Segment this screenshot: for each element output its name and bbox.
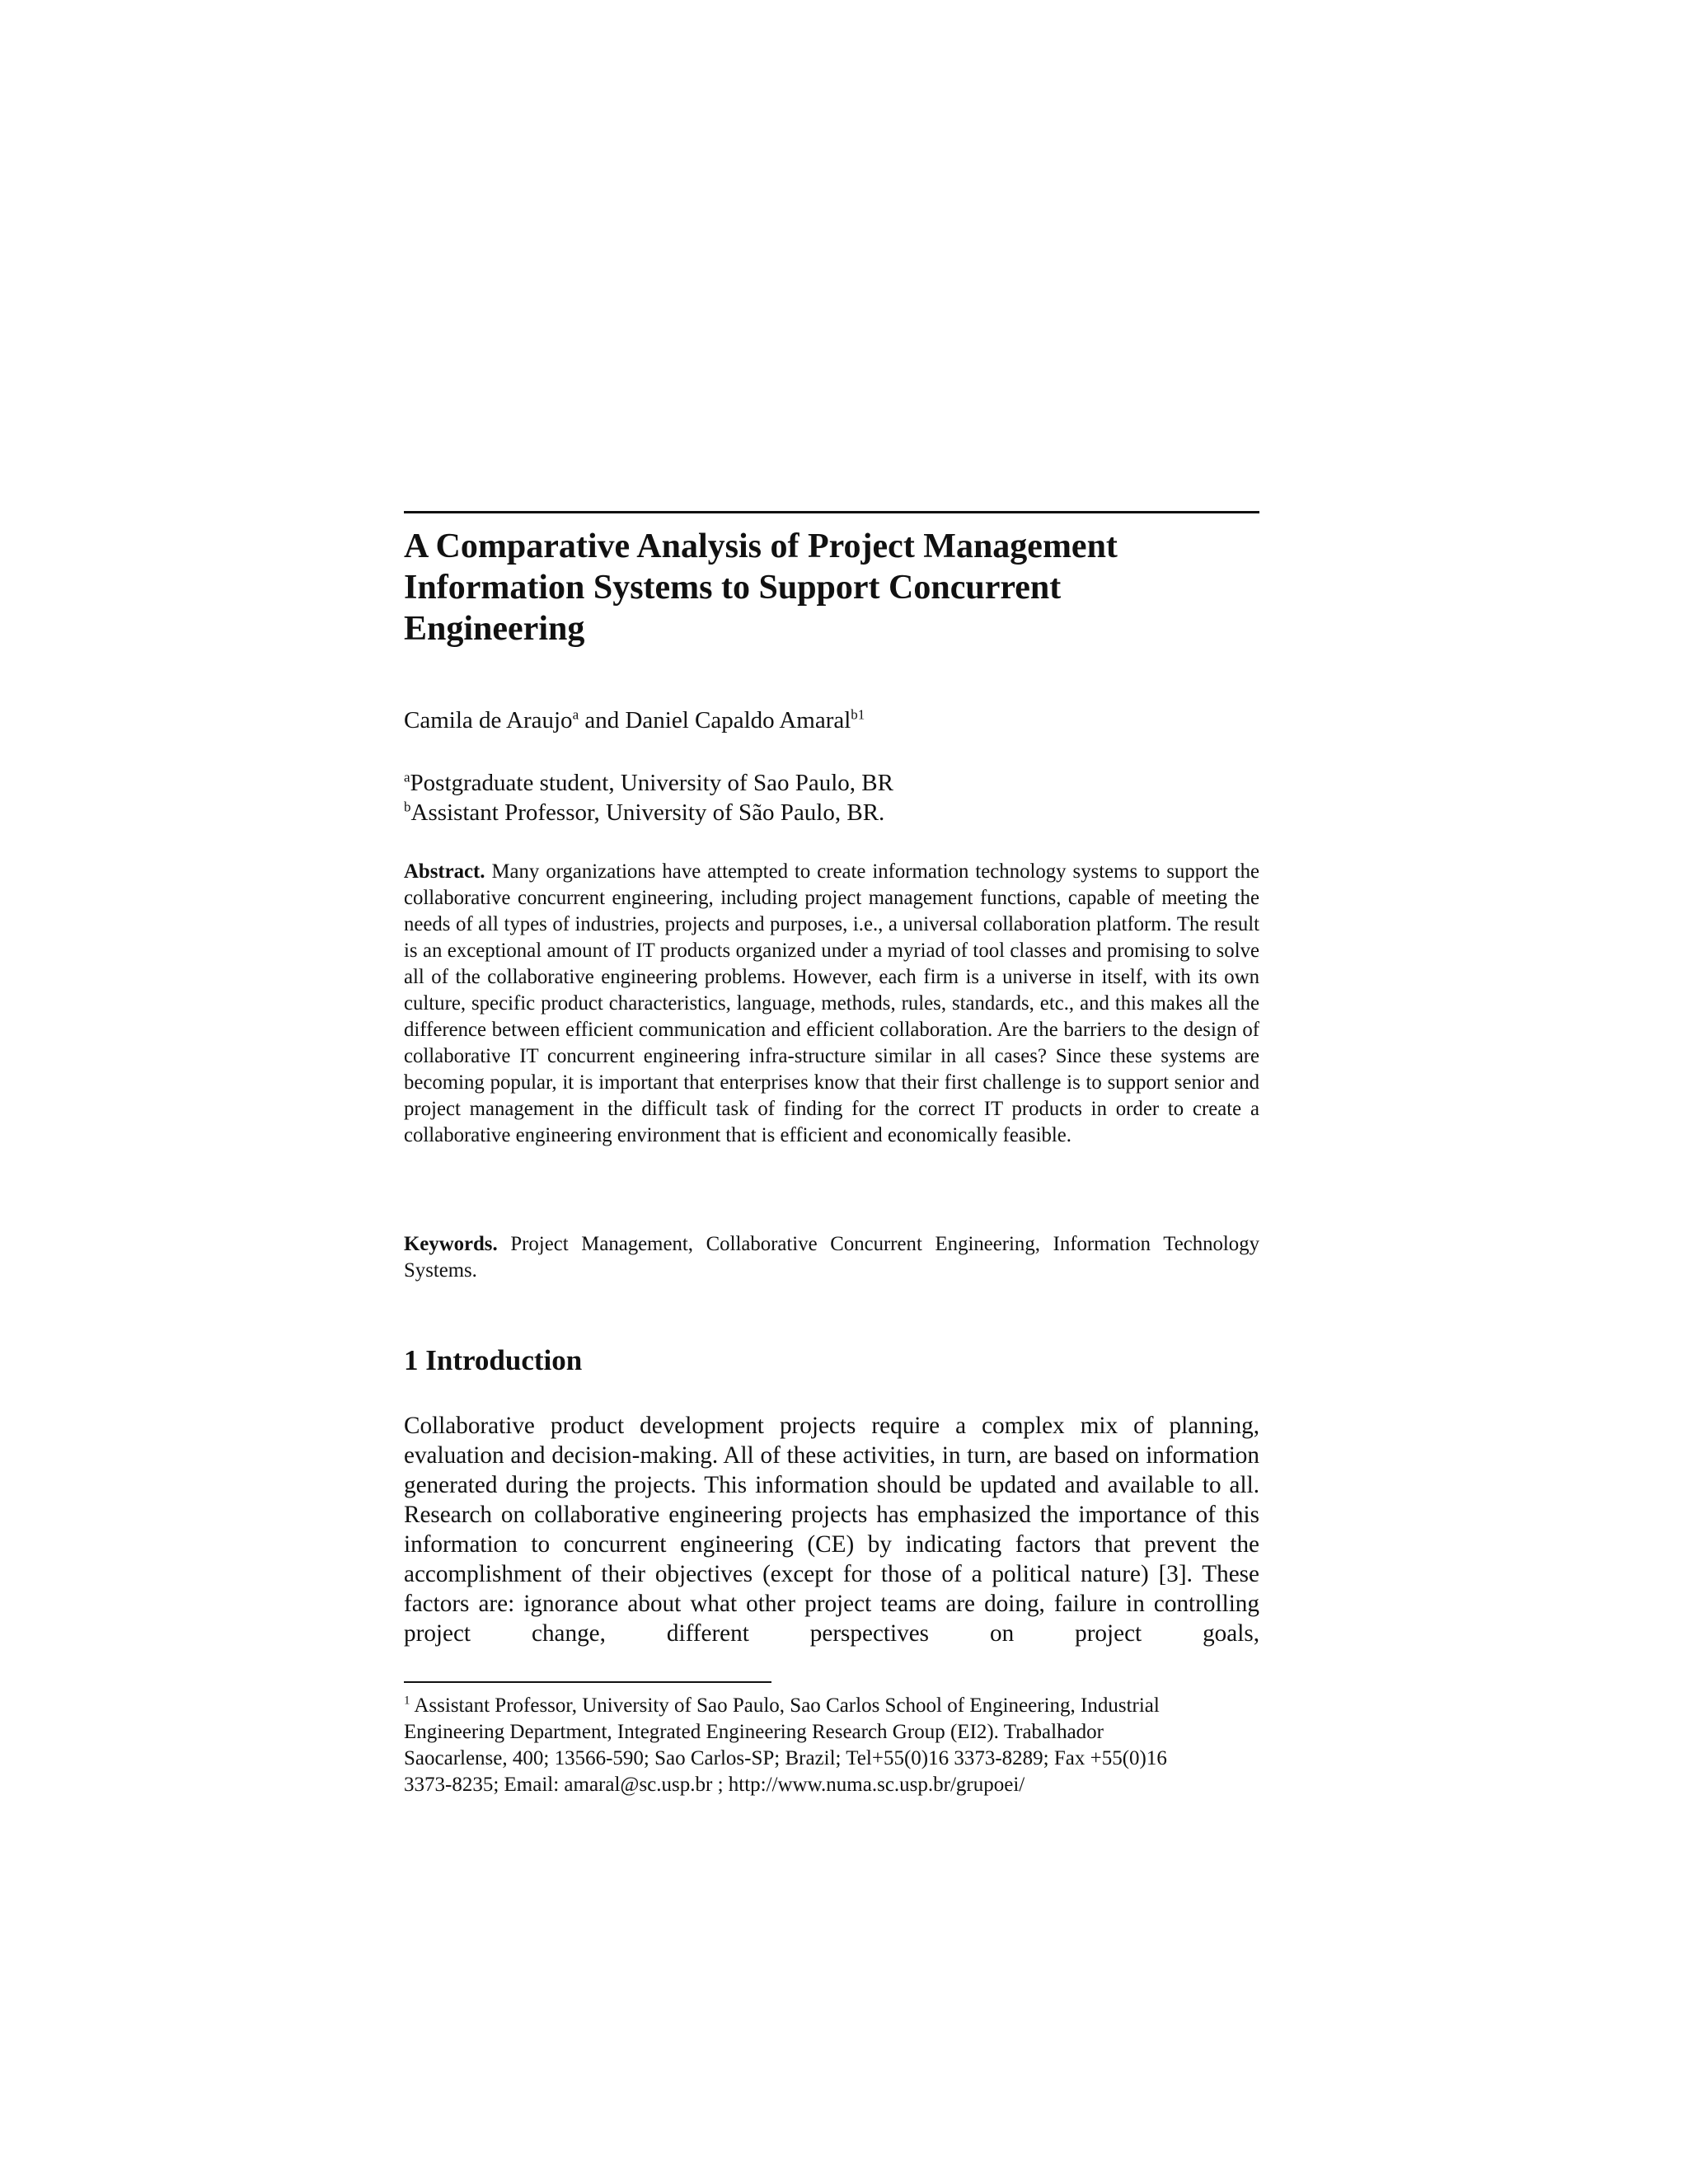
affiliation-text: Postgraduate student, University of Sao Paulo, BR	[410, 770, 893, 796]
author-affil-mark: b1	[851, 706, 865, 723]
keywords-text: Project Management, Collaborative Concurrent Engineering, Information Technology Systems.	[404, 1233, 1259, 1282]
affiliation-text: Assistant Professor, University of São Paulo, BR.	[410, 799, 885, 826]
author-affil-mark: a	[572, 706, 579, 723]
affiliation-mark: b	[404, 799, 411, 815]
author-name: and Daniel Capaldo Amaral	[579, 707, 851, 733]
title-line: Engineering	[404, 610, 585, 648]
paper-title	[404, 526, 1259, 649]
title-top-rule	[404, 511, 1259, 513]
keywords	[404, 1231, 1259, 1284]
title-line: Information Systems to Support Concurrent	[404, 569, 1062, 607]
footnote	[404, 1693, 1259, 1798]
affiliations	[404, 768, 893, 827]
footnote-line: 3373-8235; Email: amaral@sc.usp.br ; http://www.numa.sc.usp.br/grupoei/	[404, 1774, 1025, 1796]
footnote-line	[404, 1693, 1259, 1719]
footnote-text: Assistant Professor, University of Sao Paulo, Sao Carlos School of Engineering, Industrial	[410, 1694, 1160, 1717]
footnote-rule	[404, 1681, 771, 1683]
abstract	[404, 859, 1259, 1149]
affiliation	[404, 768, 893, 798]
abstract-label: Abstract.	[404, 860, 485, 883]
title-line: A Comparative Analysis of Project Management	[404, 527, 1118, 565]
footnote-line: Engineering Department, Integrated Engineering Research Group (EI2). Trabalhador	[404, 1721, 1104, 1743]
affiliation-mark: a	[404, 769, 410, 785]
keywords-label: Keywords.	[404, 1233, 498, 1255]
footnote-line: Saocarlense, 400; 13566-590; Sao Carlos-SP; Brazil; Tel+55(0)16 3373-8289; Fax +55(0)16	[404, 1747, 1167, 1769]
author-name: Camila de Araujo	[404, 707, 573, 733]
author-list	[404, 705, 865, 735]
footnote-mark: 1	[404, 1694, 410, 1708]
section-heading: 1 Introduction	[404, 1344, 583, 1376]
abstract-text: Many organizations have attempted to create information technology systems to support the collaborative concurrent engineering, including project management functions, capable of meeting the needs of all types of industries, projects and purposes, i.e., a universal collaboration platform. The result is an exceptional amount of IT products organized under a myriad of tool classes and promising to solve all of the collaborative engineering problems. However, each firm is a universe in itself, with its own culture, specific product characteristics, language, methods, rules, standards, etc., and this makes all the difference between efficient communication and efficient collaboration. Are the barriers to the design of collaborative IT concurrent engineering infra-structure similar in all cases? Since these systems are becoming popular, it is important that enterprises know that their first challenge is to support senior and project management in the difficult task of finding for the correct IT products in order to create a collaborative engineering environment that is efficient and economically feasible.	[404, 860, 1259, 1146]
affiliation	[404, 798, 893, 827]
section-body: Collaborative product development projects require a complex mix of planning, evaluation and decision-making. All of these activities, in turn, are based on information generated during the projects. This information should be updated and available to all. Research on collaborative engineering projects has emphasized the importance of this information to concurrent engineering (CE) by indicating factors that prevent the accomplishment of their objectives (except for those of a political nature) [3]. These factors are: ignorance about what other project teams are doing, failure in controlling project change, different perspectives on project goals,	[404, 1413, 1259, 1647]
